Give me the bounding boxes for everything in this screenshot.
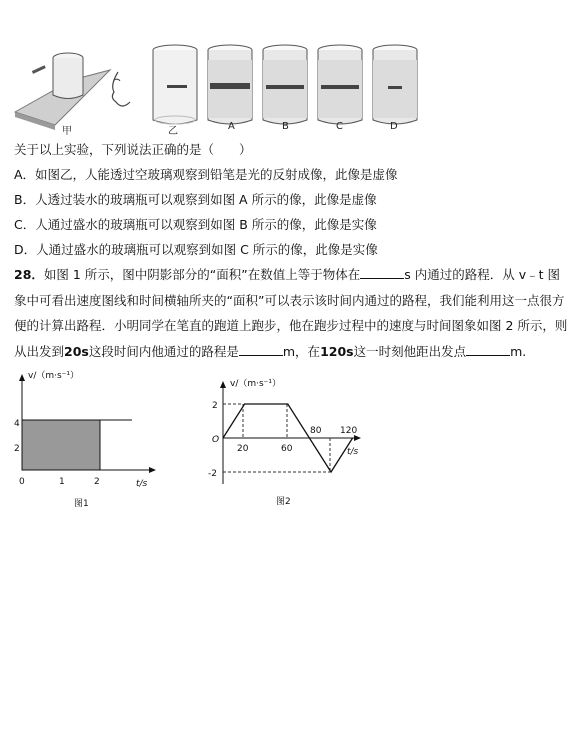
q28-20s: 20s	[64, 343, 89, 359]
graph1-caption: 图1	[74, 499, 89, 509]
graph2-y-arrow	[220, 381, 226, 388]
figure-label-jia: 甲	[62, 126, 72, 137]
q28-part3: 这段时间内他通过的路程是	[88, 343, 239, 359]
q28-part5: 这一时刻他距出发点	[353, 343, 467, 359]
image-c-illustration	[318, 45, 362, 124]
answer-blank-3[interactable]	[466, 343, 510, 356]
question-27-option-d: D．人通过盛水的玻璃瓶可以观察到如图 C 所示的像，此像是实像	[14, 242, 378, 257]
setup-yi-illustration	[153, 45, 197, 124]
answer-blank-2[interactable]	[239, 343, 283, 356]
graph1-ytick-4: 4	[14, 419, 20, 429]
question-28-text	[14, 262, 572, 364]
question-27-option-b: B．人透过装水的玻璃瓶可以观察到如图 A 所示的像，此像是虚像	[14, 192, 377, 207]
figure-label-b: B	[282, 121, 289, 132]
q28-part2: s 内通过的路程．从 v﹣t 图象中可看出速度图线和时间横轴所夹的“面积”可以表示该时间内通过的路程，我们能利用这一点很方便的计算出路程．小明同学在笔直的跑道上跑步，他在跑步过程中的速度与时间图象如图 2 所示，则从出发到	[14, 267, 568, 359]
figure-label-d: D	[390, 121, 398, 132]
velocity-time-graph-1	[6, 366, 166, 516]
graph2-origin: O	[212, 435, 220, 445]
graph1-y-arrow	[19, 374, 25, 381]
image-b-illustration	[263, 45, 307, 124]
graph2-ytick-neg2: -2	[208, 469, 217, 479]
image-a-illustration	[208, 45, 252, 124]
graph1-x-arrow	[149, 467, 156, 473]
question-28-number: 28．	[14, 267, 44, 282]
graph2-xtick-60: 60	[281, 444, 293, 454]
figure-label-a: A	[228, 121, 235, 132]
q28-part6: m.	[510, 343, 527, 359]
answer-blank-1[interactable]	[360, 266, 404, 279]
setup-jia-illustration	[15, 53, 130, 130]
graph1-xtick-2: 2	[94, 477, 100, 487]
graph1-ylabel: v/（m·s⁻¹）	[28, 371, 80, 381]
question-27-option-a: A．如图乙，人能透过空玻璃观察到铅笔是光的反射成像，此像是虚像	[14, 167, 398, 182]
graph2-xlabel: t/s	[347, 447, 359, 457]
q28-120s: 120s	[320, 343, 354, 359]
graph2-xtick-20: 20	[237, 444, 249, 454]
question-27-stem: 关于以上实验，下列说法正确的是（ ）	[14, 142, 252, 157]
question-27-option-c: C．人通过盛水的玻璃瓶可以观察到如图 B 所示的像，此像是实像	[14, 217, 377, 232]
experiment-figure	[10, 40, 430, 135]
q28-part1: 如图 1 所示，图中阴影部分的“面积”在数值上等于物体在	[43, 267, 361, 282]
graph2-ylabel: v/（m·s⁻¹）	[230, 379, 282, 389]
graph2-xtick-120: 120	[340, 426, 358, 436]
graph1-origin: 0	[19, 477, 25, 487]
velocity-time-graph-2	[196, 372, 376, 512]
graph1-shaded-area	[22, 420, 100, 470]
figure-label-c: C	[336, 121, 343, 132]
q28-part4: m，在	[282, 343, 321, 359]
graph1-xlabel: t/s	[136, 479, 148, 489]
figure-label-yi: 乙	[168, 126, 178, 137]
graph2-ytick-2: 2	[212, 401, 218, 411]
graph1-xtick-1: 1	[59, 477, 65, 487]
graph2-xtick-80: 80	[310, 426, 322, 436]
graph1-ytick-2: 2	[14, 444, 20, 454]
image-d-illustration	[373, 45, 417, 124]
graph2-caption: 图2	[276, 497, 291, 507]
